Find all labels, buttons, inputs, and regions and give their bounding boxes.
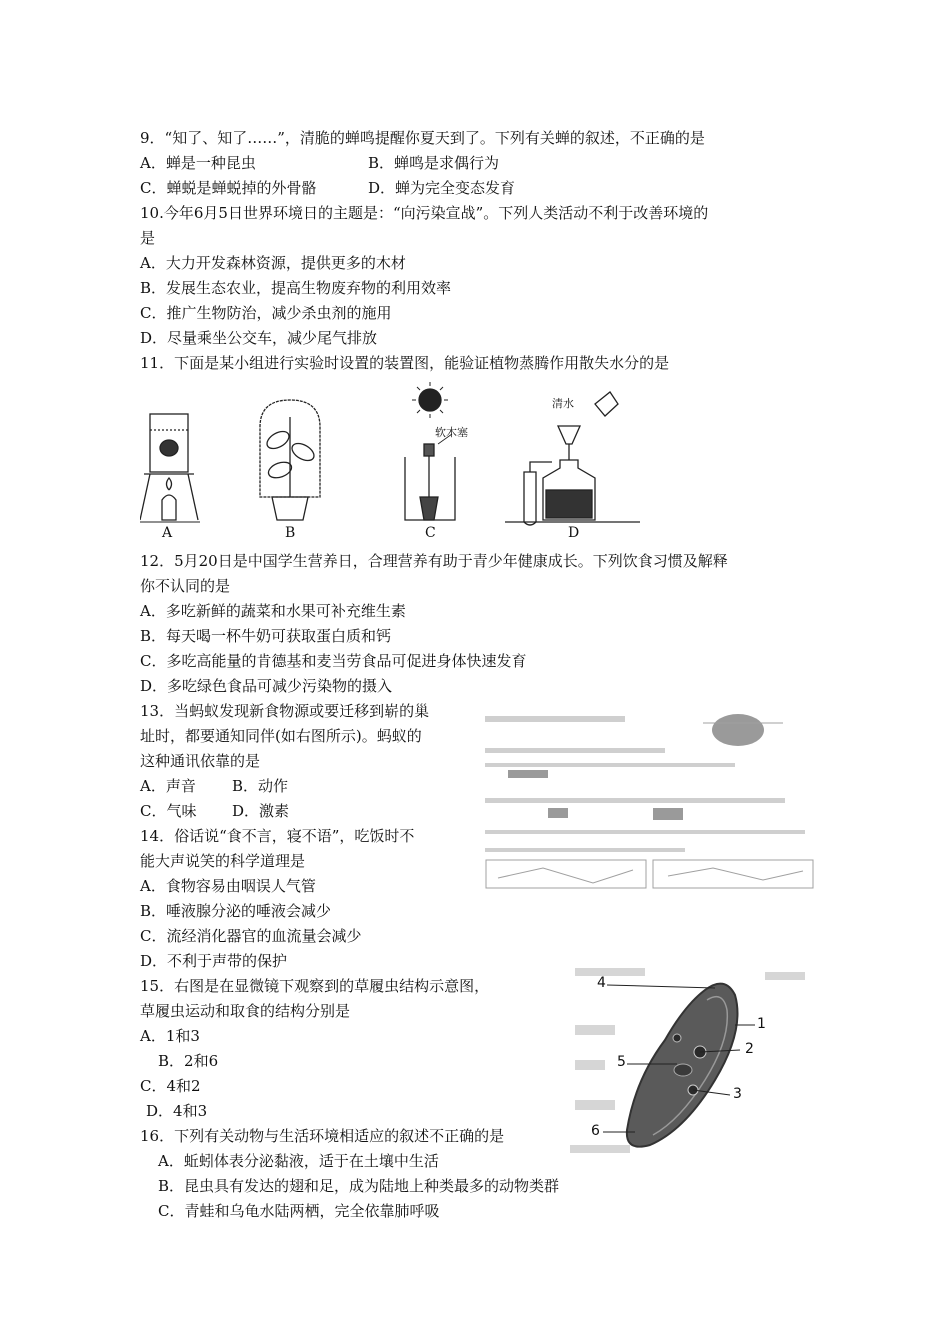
apparatus-d bbox=[505, 392, 640, 525]
ant-figure-drawing bbox=[483, 708, 818, 893]
q9-option-b: B．蝉鸣是求偶行为 bbox=[368, 154, 500, 172]
q10-option-a: A．大力开发森林资源，提供更多的木材 bbox=[140, 254, 406, 272]
q13-stem-cont2: 这种通讯依靠的是 bbox=[140, 752, 261, 770]
q15-option-c: C．4和2 bbox=[140, 1077, 201, 1095]
figure-label-a: A bbox=[162, 525, 173, 541]
q10-option-b: B．发展生态农业，提高生物废弃物的利用效率 bbox=[140, 279, 452, 297]
q13-stem-cont: 址时，都要通知同伴(如右图所示)。蚂蚁的 bbox=[140, 727, 422, 745]
figure-label-c: C bbox=[425, 525, 436, 541]
q12-option-c: C．多吃高能量的肯德基和麦当劳食品可促进身体快速发育 bbox=[140, 652, 527, 670]
q12-option-b: B．每天喝一杯牛奶可获取蛋白质和钙 bbox=[140, 627, 392, 645]
q14-option-b: B．唾液腺分泌的唾液会减少 bbox=[140, 902, 332, 920]
q12-option-d: D．多吃绿色食品可减少污染物的摄入 bbox=[140, 677, 393, 695]
q15-stem-cont: 草履虫运动和取食的结构分别是 bbox=[140, 1002, 351, 1020]
q12-stem: 12．5月20日是中国学生营养日，合理营养有助于青少年健康成长。下列饮食习惯及解释 bbox=[140, 552, 728, 570]
paramecium-label-2: 2 bbox=[745, 1041, 754, 1057]
q16-stem: 16．下列有关动物与生活环境相适应的叙述不正确的是 bbox=[140, 1127, 505, 1145]
q16-option-b: B．昆虫具有发达的翅和足，成为陆地上种类最多的动物类群 bbox=[158, 1177, 560, 1195]
paramecium-label-3: 3 bbox=[733, 1086, 742, 1102]
q14-stem-cont: 能大声说笑的科学道理是 bbox=[140, 852, 306, 870]
q9-stem: 9．“知了、知了……”，清脆的蝉鸣提醒你夏天到了。下列有关蝉的叙述，不正确的是 bbox=[140, 129, 705, 147]
q13-option-b: B．动作 bbox=[232, 777, 289, 795]
q15-stem: 15．右图是在显微镜下观察到的草履虫结构示意图， bbox=[140, 977, 490, 995]
paramecium-label-6: 6 bbox=[591, 1123, 600, 1139]
q9-option-d: D．蝉为完全变态发育 bbox=[368, 179, 516, 197]
figure-label-b: B bbox=[285, 525, 296, 541]
q9-option-c: C．蝉蜕是蝉蜕掉的外骨骼 bbox=[140, 179, 317, 197]
q13-option-c: C．气味 bbox=[140, 802, 197, 820]
q16-option-a: A．蚯蚓体表分泌黏液，适于在土壤中生活 bbox=[158, 1152, 439, 1170]
q14-option-d: D．不利于声带的保护 bbox=[140, 952, 288, 970]
figure-label-d: D bbox=[568, 525, 580, 541]
apparatus-c bbox=[405, 382, 455, 520]
q15-option-d: D．4和3 bbox=[146, 1102, 208, 1120]
paramecium-label-4: 4 bbox=[597, 975, 606, 991]
q10-option-d: D．尽量乘坐公交车，减少尾气排放 bbox=[140, 329, 378, 347]
q13-option-d: D．激素 bbox=[232, 802, 290, 820]
apparatus-b bbox=[260, 400, 320, 520]
q13-ant-figure bbox=[483, 708, 818, 893]
q11-apparatus-figure bbox=[140, 382, 640, 542]
q10-option-c: C．推广生物防治，减少杀虫剂的施用 bbox=[140, 304, 392, 322]
paramecium-label-5: 5 bbox=[617, 1054, 626, 1070]
q16-option-c: C．青蛙和乌龟水陆两栖，完全依靠肺呼吸 bbox=[158, 1202, 440, 1220]
q12-stem-cont: 你不认同的是 bbox=[140, 577, 231, 595]
apparatus-a bbox=[140, 414, 198, 520]
cork-label: 软木塞 bbox=[435, 426, 468, 439]
q15-option-a: A．1和3 bbox=[140, 1027, 200, 1045]
q13-stem: 13．当蚂蚁发现新食物源或要迁移到崭的巢 bbox=[140, 702, 430, 720]
water-label: 清水 bbox=[552, 397, 574, 410]
paramecium-label-1: 1 bbox=[757, 1016, 766, 1032]
q11-stem: 11．下面是某小组进行实验时设置的装置图，能验证植物蒸腾作用散失水分的是 bbox=[140, 354, 670, 372]
q14-option-c: C．流经消化器官的血流量会减少 bbox=[140, 927, 362, 945]
q12-option-a: A．多吃新鲜的蔬菜和水果可补充维生素 bbox=[140, 602, 406, 620]
q14-stem: 14．俗话说“食不言，寝不语”，吃饭时不 bbox=[140, 827, 415, 845]
q10-stem: 10.今年6月5日世界环境日的主题是：“向污染宣战”。下列人类活动不利于改善环境的 bbox=[140, 204, 709, 222]
q10-stem-cont: 是 bbox=[140, 229, 156, 247]
q15-paramecium-figure bbox=[565, 960, 815, 1160]
q15-option-b: B．2和6 bbox=[158, 1052, 219, 1070]
q13-option-a: A．声音 bbox=[140, 777, 196, 795]
q9-option-a: A．蝉是一种昆虫 bbox=[140, 154, 256, 172]
q14-option-a: A．食物容易由咽误人气管 bbox=[140, 877, 316, 895]
